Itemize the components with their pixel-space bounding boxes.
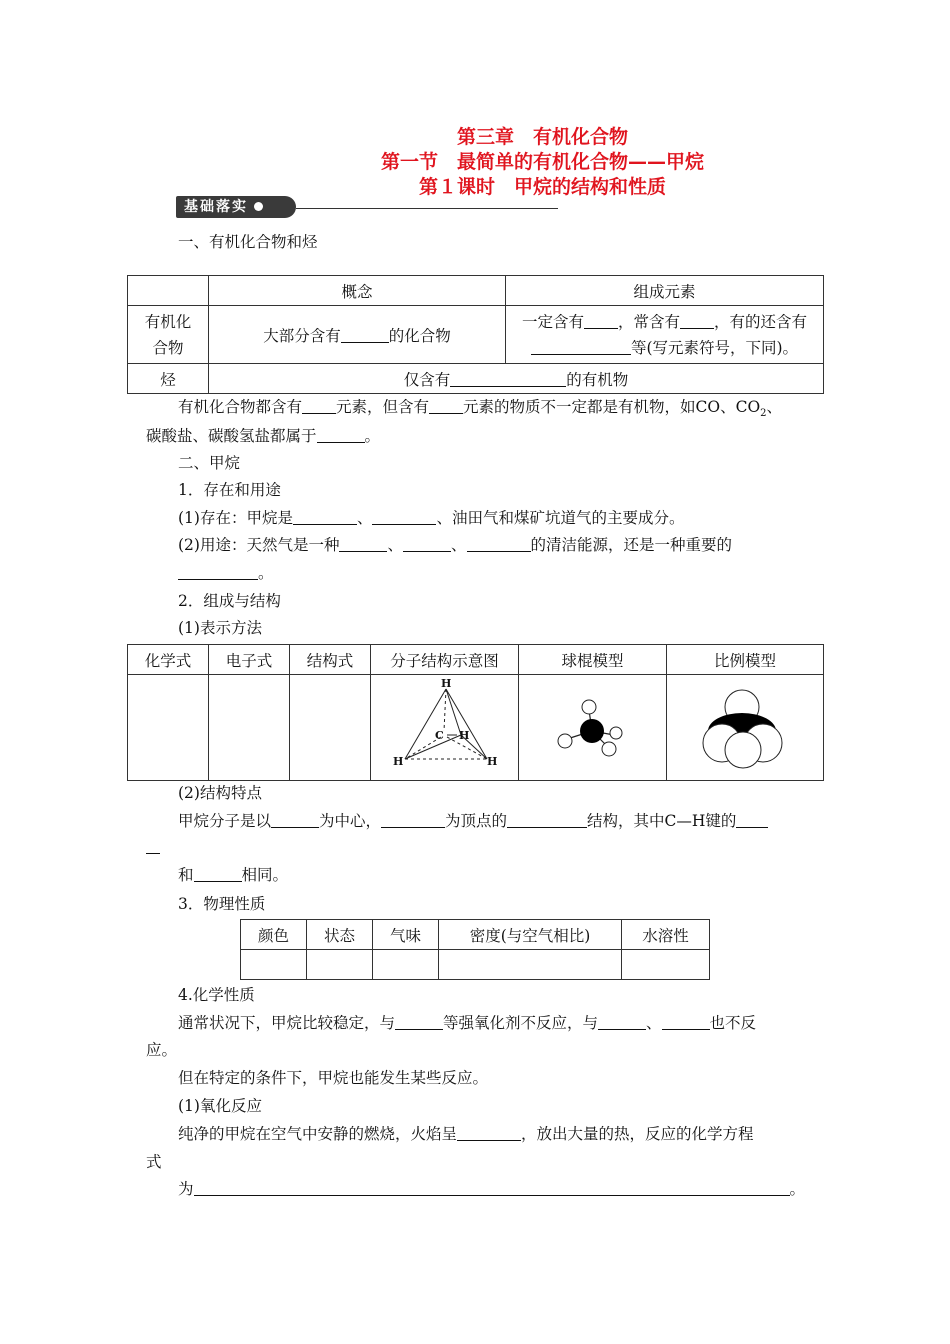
label-h-top: H <box>441 677 452 690</box>
col-density: 密度(与空气相比) <box>439 920 622 950</box>
hydrogen-ball-right <box>602 742 616 756</box>
row-hydrocarbon-name: 烃 <box>128 364 209 394</box>
structure-feature-wrap <box>146 838 160 856</box>
oxidation-heading: (1)氧化反应 <box>178 1097 262 1115</box>
col-smell: 气味 <box>373 920 439 950</box>
space-h-front <box>725 732 761 768</box>
representation-table <box>127 644 824 781</box>
structure-feature-line2: 和 相同。 <box>178 866 289 884</box>
section-title: 第一节 最简单的有机化合物——甲烷 <box>380 151 704 173</box>
chemical-special: 但在特定的条件下，甲烷也能发生某些反应。 <box>178 1069 489 1087</box>
row-organic-name: 有机化 合物 <box>128 306 209 364</box>
chemical-heading: 4.化学性质 <box>178 986 255 1004</box>
chemical-line-wrap: 应。 <box>146 1041 178 1059</box>
lesson-title: 第１课时 甲烷的结构和性质 <box>418 176 666 198</box>
row-organic-concept: 大部分含有 的化合物 <box>209 306 506 364</box>
structure-feature-line: 甲烷分子是以 为中心， 为顶点的 结构，其中C—H键的 <box>178 809 768 831</box>
col-ball-stick: 球棍模型 <box>519 645 667 675</box>
chemical-line: 通常状况下，甲烷比较稳定，与 等强氧化剂不反应，与 、 也不反 <box>178 1014 757 1032</box>
hydrogen-ball-left <box>558 734 572 748</box>
label-c: C <box>435 729 444 742</box>
hydrogen-ball-top <box>582 700 596 714</box>
col-concept: 概念 <box>209 276 506 306</box>
col-state: 状态 <box>307 920 373 950</box>
edge-top-right <box>446 689 487 759</box>
label-h-back: H <box>459 729 470 742</box>
carbon-ball <box>580 719 604 743</box>
col-formula: 化学式 <box>128 645 209 675</box>
banner-dot-icon <box>254 202 263 211</box>
structure-feature-heading: (2)结构特点 <box>178 784 262 802</box>
usage-line2: 。 <box>178 561 274 583</box>
edge-left-back <box>405 735 461 759</box>
label-h-left: H <box>393 755 404 768</box>
organic-note-line2: 碳酸盐、碳酸氢盐都属于 。 <box>146 427 381 445</box>
ball-stick-model <box>519 675 666 780</box>
hydrogen-ball-back <box>610 727 622 739</box>
banner-divider <box>296 208 558 209</box>
banner-label: 基础落实 <box>184 199 248 215</box>
physical-table <box>240 919 710 980</box>
organic-compound-table <box>127 275 824 394</box>
physical-heading: 3．物理性质 <box>178 895 266 913</box>
oxidation-wrap: 式 <box>146 1153 162 1171</box>
col-electron-formula: 电子式 <box>209 645 290 675</box>
existence-line: (1)存在：甲烷是 、 、油田气和煤矿坑道气的主要成分。 <box>178 509 685 527</box>
equation-line: 为 。 <box>178 1180 806 1198</box>
col-structure-diagram: 分子结构示意图 <box>371 645 519 675</box>
label-h-right: H <box>487 755 498 768</box>
bond-c-top <box>444 689 446 731</box>
structure-heading: 2．组成与结构 <box>178 592 281 610</box>
organic-note-line1: 有机化合物都含有 元素，但含有 元素的物质不一定都是有机物，如CO、$CO_2$、 <box>178 398 783 420</box>
existence-heading: 1．存在和用途 <box>178 481 281 499</box>
section-banner <box>176 196 296 218</box>
col-color: 颜色 <box>241 920 307 950</box>
space-filling-model <box>667 675 817 780</box>
row-organic-elements: 一定含有 ，常含有 ，有的还含有 等(写元素符号，下同)。 <box>506 306 824 364</box>
col-structural-formula: 结构式 <box>290 645 371 675</box>
part1-heading: 一、有机化合物和烃 <box>178 233 318 251</box>
part2-heading: 二、甲烷 <box>178 454 241 472</box>
representation-heading: (1)表示方法 <box>178 619 262 637</box>
col-space-filling: 比例模型 <box>667 645 824 675</box>
tetrahedron-diagram <box>371 675 518 780</box>
edge-top-left <box>405 689 446 759</box>
col-solubility: 水溶性 <box>622 920 710 950</box>
row-hydrocarbon-concept: 仅含有 的有机物 <box>209 364 824 394</box>
chapter-title: 第三章 有机化合物 <box>456 126 628 148</box>
usage-line: (2)用途：天然气是一种 、 、 的清洁能源，还是一种重要的 <box>178 536 733 554</box>
oxidation-line: 纯净的甲烷在空气中安静的燃烧，火焰呈 ，放出大量的热，反应的化学方程 <box>178 1125 754 1143</box>
col-elements: 组成元素 <box>506 276 824 306</box>
